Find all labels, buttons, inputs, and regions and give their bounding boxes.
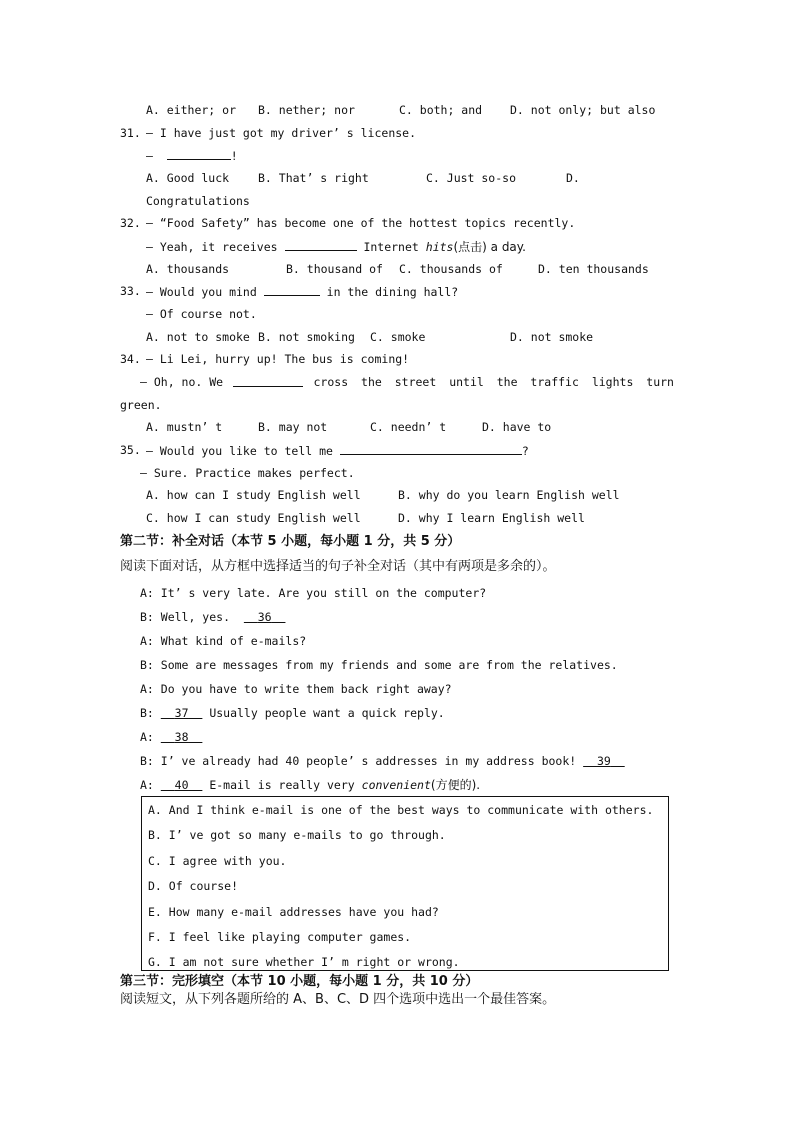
box-option-a: A. And I think e-mail is one of the best ways to communicate with others.: [148, 803, 654, 817]
q33-number: 33.: [120, 284, 141, 298]
q32-option-b: B. thousand of: [286, 262, 383, 276]
q30-option-a: A. either; or: [146, 103, 237, 117]
q31-option-a: A. Good luck: [146, 171, 230, 185]
q30-option-b: B. nether; nor: [258, 103, 355, 117]
q31-number: 31.: [120, 126, 141, 140]
q33-option-d: D. not smoke: [510, 330, 594, 344]
section3-instructions: 阅读短文，从下列各题所给的 A、B、C、D 四个选项中选出一个最佳答案。: [120, 992, 556, 1007]
q35-line1: — Would you like to tell me ?: [146, 444, 529, 458]
q35-number: 35.: [120, 443, 141, 457]
q31-option-d: D.: [566, 171, 580, 185]
dialog-line-7: A: 38: [140, 729, 202, 745]
q33-blank: [264, 283, 320, 296]
box-option-e: E. How many e-mail addresses have you had?: [148, 905, 439, 919]
dialog-line-6: B: 37 Usually people want a quick reply.: [140, 706, 445, 720]
q34-option-a: A. mustn’ t: [146, 420, 223, 434]
q33-option-a: A. not to smoke: [146, 330, 250, 344]
dialog-line-2: B: Well, yes. 36: [140, 609, 285, 625]
box-option-d: D. Of course!: [148, 879, 239, 893]
box-option-c: C. I agree with you.: [148, 854, 287, 868]
q35-option-d: D. why I learn English well: [398, 511, 585, 525]
section2-title: 第二节：补全对话（本节 5 小题，每小题 1 分，共 5 分）: [120, 534, 461, 549]
q33-option-b: B. not smoking: [258, 330, 355, 344]
q32-line2: — Yeah, it receives Internet hits(点击) a day.: [146, 240, 526, 254]
q35-option-c: C. how I can study English well: [146, 511, 361, 525]
blank-38: 38: [174, 730, 189, 744]
q32-number: 32.: [120, 216, 141, 230]
q33-line1: — Would you mind in the dining hall?: [146, 285, 459, 299]
q32-line1: — “Food Safety” has become one of the hottest topics recently.: [146, 216, 576, 230]
q34-line1: — Li Lei, hurry up! The bus is coming!: [146, 352, 410, 366]
box-option-g: G. I am not sure whether I’ m right or wrong.: [148, 955, 460, 969]
q32-option-a: A. thousands: [146, 262, 230, 276]
dialog-line-1: A: It’ s very late. Are you still on the computer?: [140, 586, 487, 600]
q34-option-c: C. needn’ t: [370, 420, 447, 434]
box-option-f: F. I feel like playing computer games.: [148, 930, 412, 944]
blank-36: 36: [257, 610, 272, 624]
q32-option-c: C. thousands of: [399, 262, 503, 276]
q35-option-a: A. how can I study English well: [146, 488, 361, 502]
dialog-line-8: B: I’ ve already had 40 people’ s addresses in my address book! 39: [140, 753, 625, 769]
q35-line2: — Sure. Practice makes perfect.: [140, 466, 355, 480]
q30-option-c: C. both; and: [399, 103, 483, 117]
section2-instructions: 阅读下面对话，从方框中选择适当的句子补全对话（其中有两项是多余的）。: [120, 559, 556, 574]
q34-option-d: D. have to: [482, 420, 552, 434]
blank-40: 40: [174, 778, 189, 792]
q35-option-b: B. why do you learn English well: [398, 488, 620, 502]
q31-option-c: C. Just so-so: [426, 171, 517, 185]
dialog-line-5: A: Do you have to write them back right away?: [140, 682, 452, 696]
blank-39: 39: [596, 754, 611, 768]
q31-blank: [167, 147, 231, 160]
q33-option-c: C. smoke: [370, 330, 426, 344]
q34-option-b: B. may not: [258, 420, 328, 434]
q31-line1: — I have just got my driver’ s license.: [146, 126, 417, 140]
box-option-b: B. I’ ve got so many e-mails to go through.: [148, 828, 446, 842]
q34-blank: [233, 374, 303, 387]
blank-37: 37: [174, 706, 189, 720]
dialog-line-3: A: What kind of e-mails?: [140, 634, 307, 648]
q33-line2: — Of course not.: [146, 307, 257, 321]
q34-number: 34.: [120, 352, 141, 366]
q31-line2: — !: [146, 149, 238, 163]
q31-option-b: B. That’ s right: [258, 171, 369, 185]
section3-title: 第三节：完形填空（本节 10 小题，每小题 1 分，共 10 分）: [120, 974, 479, 989]
q34-line3: green.: [120, 398, 162, 412]
q30-option-d: D. not only; but also: [510, 103, 656, 117]
q31-option-d-text: Congratulations: [146, 194, 250, 208]
q32-option-d: D. ten thousands: [538, 262, 649, 276]
q34-line2: — Oh, no. We cross the street until the traffic lights turn: [140, 375, 674, 389]
q35-blank: [340, 442, 522, 455]
dialog-line-9: A: 40 E-mail is really very convenient(方便的).: [140, 778, 481, 792]
q32-blank: [285, 238, 357, 251]
dialog-line-4: B: Some are messages from my friends and some are from the relatives.: [140, 658, 618, 672]
